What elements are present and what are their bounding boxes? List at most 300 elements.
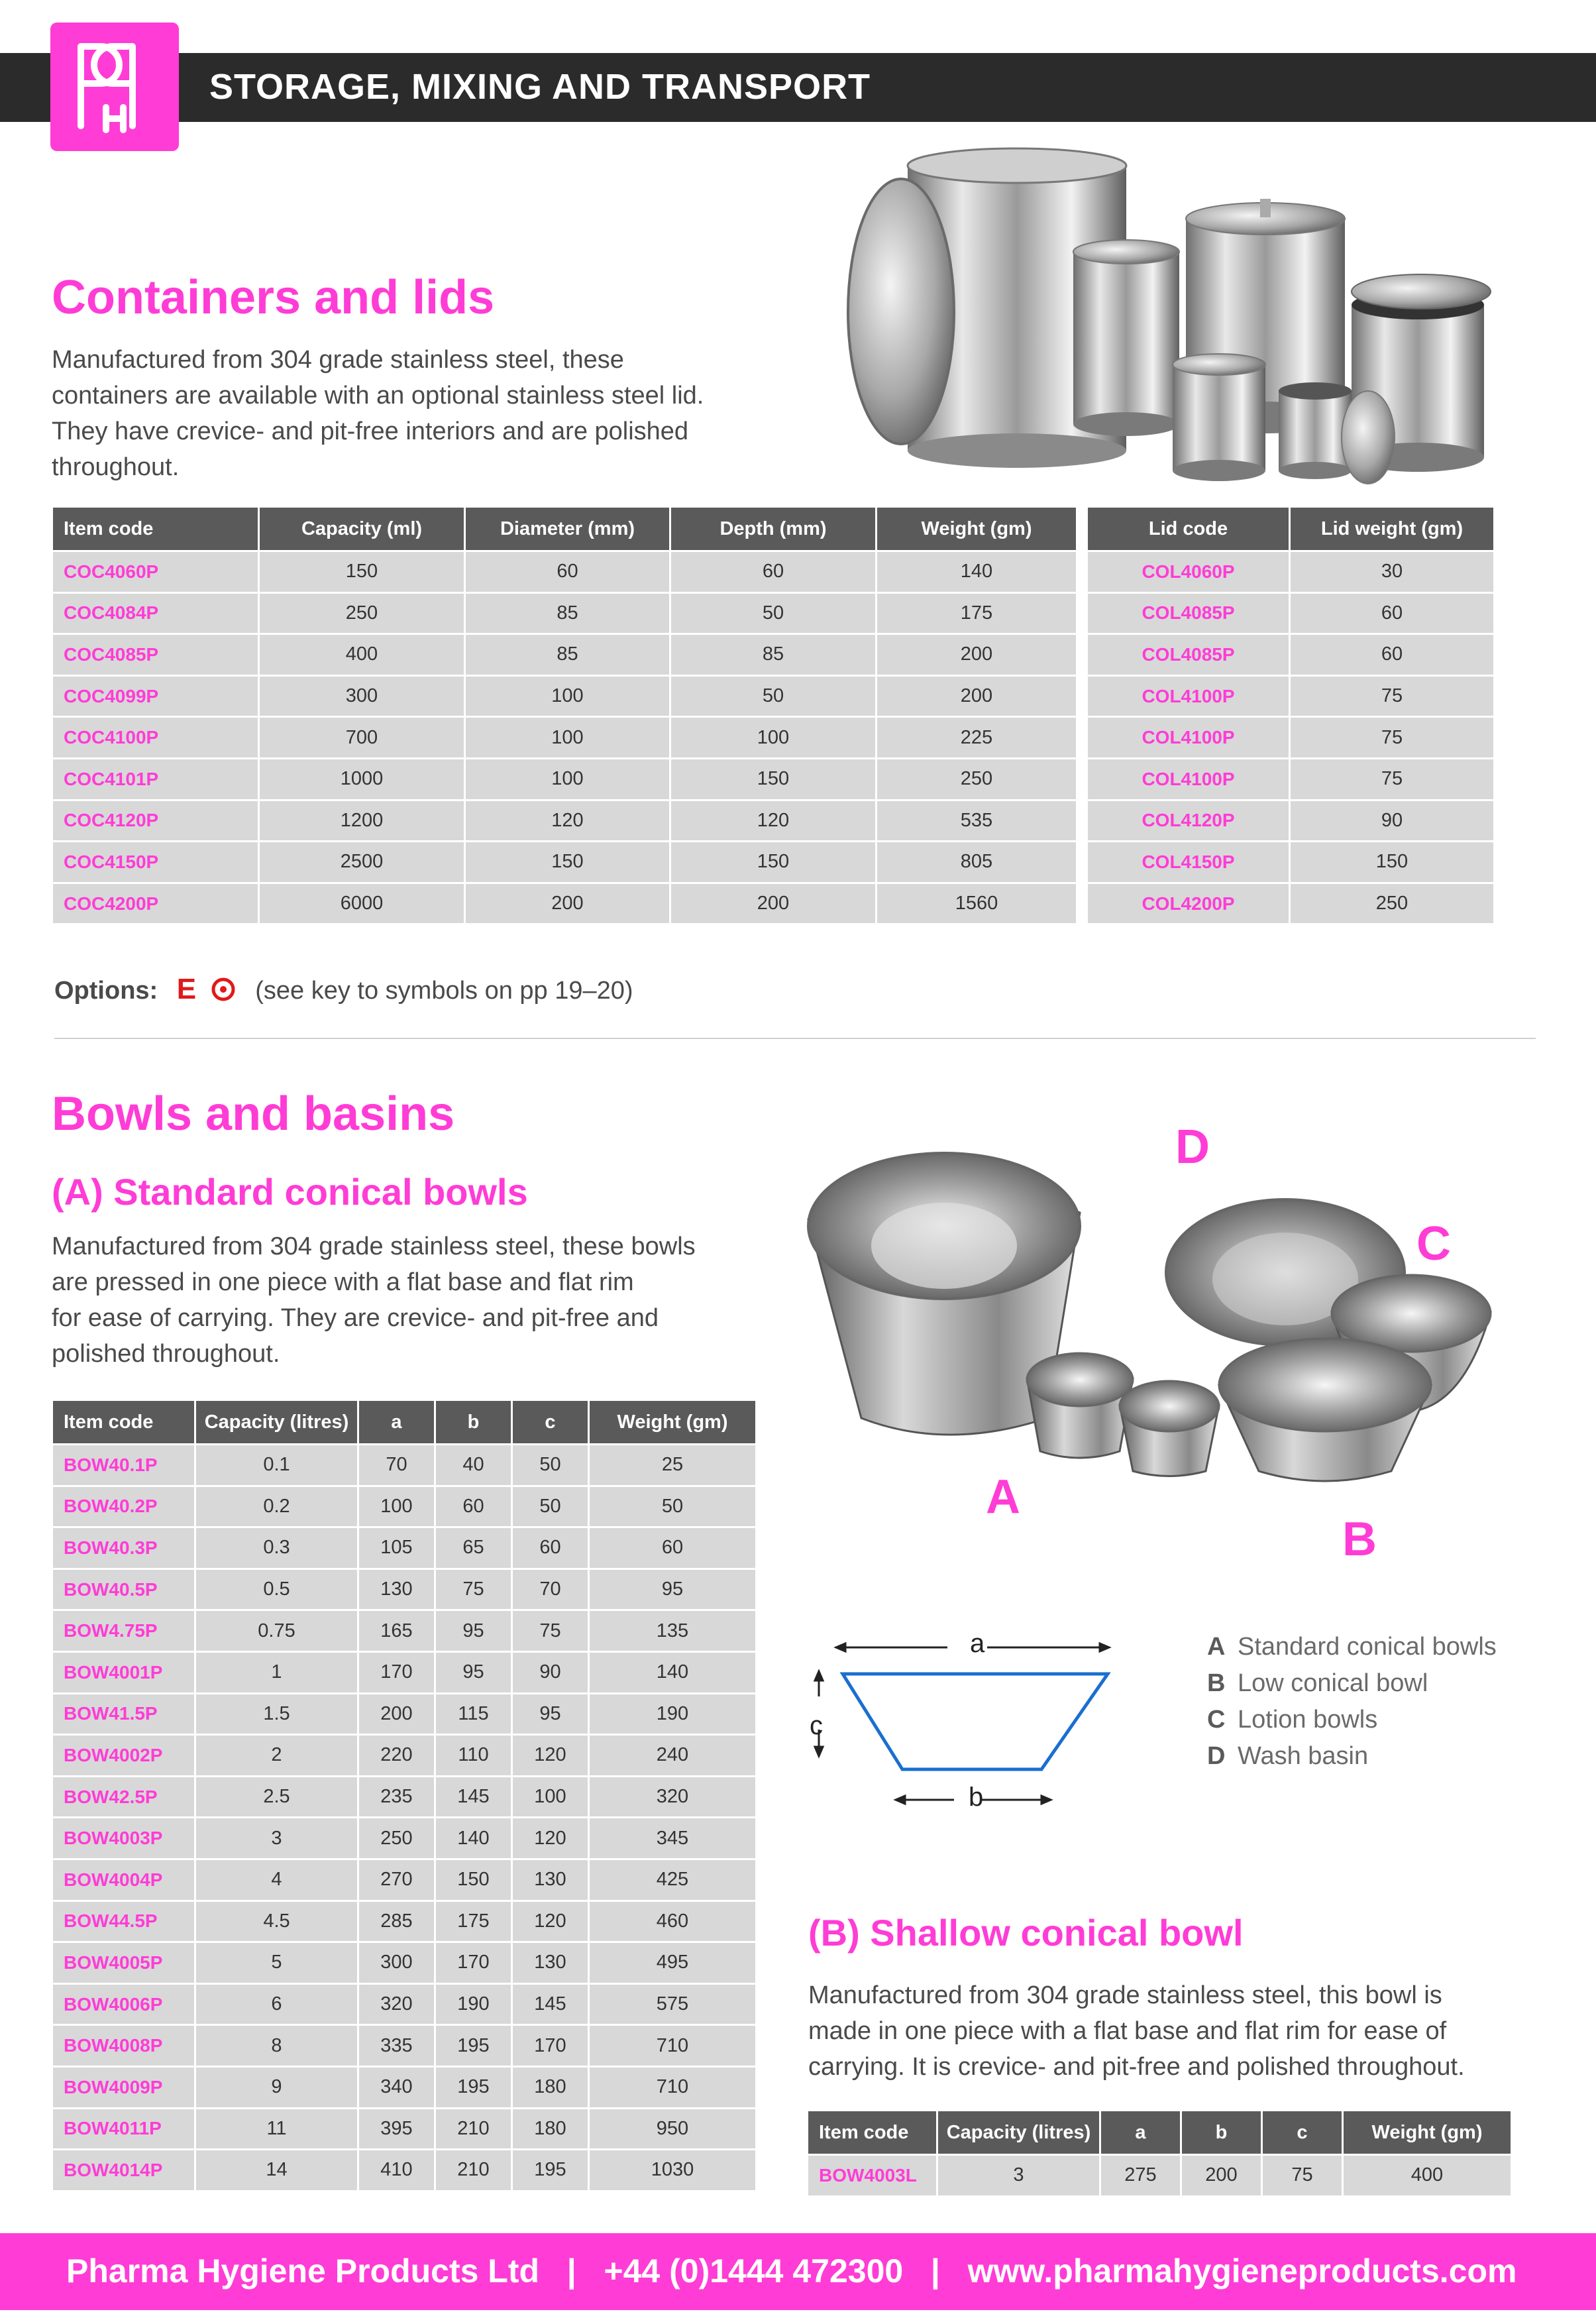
- table-cell: 120: [466, 799, 671, 841]
- containers-table: [53, 508, 1076, 923]
- table-cell: 85: [671, 633, 877, 675]
- table-cell: 700: [260, 716, 466, 757]
- table-cell: 150: [436, 1858, 513, 1900]
- page-title: STORAGE, MIXING AND TRANSPORT: [209, 67, 871, 107]
- logo-mark-icon: [50, 23, 179, 151]
- table-cell: 175: [877, 592, 1076, 634]
- column-header: Lid code: [1088, 508, 1291, 550]
- table-cell: 250: [1291, 882, 1493, 924]
- table-cell: 150: [671, 757, 877, 799]
- item-code-cell: BOW40.1P: [53, 1443, 196, 1485]
- column-header: b: [1182, 2111, 1263, 2154]
- table-cell: 75: [513, 1609, 590, 1651]
- table-cell: 100: [671, 716, 877, 757]
- table-row: [1088, 799, 1493, 841]
- paragraph-line: for ease of carrying. They are crevice- and pit-free and: [52, 1304, 659, 1332]
- table-cell: 50: [513, 1443, 590, 1485]
- shallow-bowl-table: [808, 2111, 1511, 2195]
- table-cell: 100: [466, 716, 671, 757]
- table-cell: 950: [590, 2107, 755, 2149]
- table-cell: 710: [590, 2024, 755, 2066]
- item-code-cell: BOW41.5P: [53, 1692, 196, 1734]
- table-cell: 60: [590, 1526, 755, 1568]
- table-cell: 14: [196, 2148, 359, 2190]
- table-row: [53, 1692, 755, 1734]
- item-code-cell: COL4100P: [1088, 757, 1291, 799]
- item-code-cell: BOW4014P: [53, 2148, 196, 2190]
- paragraph-line: made in one piece with a flat base and flat rim for ease of: [808, 2017, 1447, 2045]
- table-row: [808, 2154, 1511, 2195]
- table-cell: 180: [513, 2066, 590, 2107]
- lids-table-body: [1088, 550, 1493, 923]
- table-cell: 60: [513, 1526, 590, 1568]
- table-cell: 50: [671, 675, 877, 716]
- option-target-icon: [210, 976, 237, 1003]
- footer-separator: |: [566, 2252, 576, 2290]
- item-code-cell: COL4120P: [1088, 799, 1291, 841]
- table-cell: 300: [260, 675, 466, 716]
- table-cell: 70: [513, 1568, 590, 1610]
- column-header: a: [359, 1401, 436, 1443]
- table-cell: 1: [196, 1651, 359, 1692]
- item-code-cell: COC4060P: [53, 550, 260, 592]
- item-code-cell: BOW40.5P: [53, 1568, 196, 1610]
- item-code-cell: BOW4.75P: [53, 1609, 196, 1651]
- item-code-cell: COL4100P: [1088, 675, 1291, 716]
- table-header-row: [53, 508, 1076, 550]
- options-label: Options:: [54, 977, 158, 1005]
- shallow-bowl-table-body: [808, 2154, 1511, 2195]
- table-cell: 75: [1291, 716, 1493, 757]
- table-cell: 335: [359, 2024, 436, 2066]
- table-cell: 225: [877, 716, 1076, 757]
- table-cell: 6: [196, 1983, 359, 2024]
- table-row: [1088, 592, 1493, 634]
- table-cell: 90: [1291, 799, 1493, 841]
- table-cell: 30: [1291, 550, 1493, 592]
- table-cell: 60: [671, 550, 877, 592]
- legend-text: Standard conical bowls: [1238, 1633, 1497, 1661]
- legend-key: D: [1207, 1742, 1226, 1770]
- column-header: Weight (gm): [877, 508, 1076, 550]
- table-cell: 400: [260, 633, 466, 675]
- legend-item: [1207, 1665, 1497, 1702]
- table-cell: 5: [196, 1941, 359, 1983]
- table-cell: 120: [671, 799, 877, 841]
- table-cell: 150: [671, 840, 877, 882]
- footer-separator: |: [930, 2252, 940, 2290]
- legend-text: Wash basin: [1238, 1742, 1369, 1770]
- table-row: [53, 550, 1076, 592]
- table-cell: 3: [196, 1816, 359, 1858]
- column-header: a: [1101, 2111, 1182, 2154]
- table-cell: 95: [436, 1609, 513, 1651]
- table-row: [1088, 716, 1493, 757]
- table-row: [53, 840, 1076, 882]
- table-cell: 0.3: [196, 1526, 359, 1568]
- table-cell: 165: [359, 1609, 436, 1651]
- paragraph-line: Manufactured from 304 grade stainless steel, these bowls: [52, 1233, 696, 1260]
- table-row: [1088, 757, 1493, 799]
- table-cell: 90: [513, 1651, 590, 1692]
- options-note: (see key to symbols on pp 19–20): [255, 977, 633, 1005]
- column-header: Diameter (mm): [466, 508, 671, 550]
- table-cell: 150: [260, 550, 466, 592]
- item-code-cell: BOW4003L: [808, 2154, 938, 2195]
- legend-text: Lotion bowls: [1238, 1706, 1378, 1734]
- legend-item: [1207, 1702, 1497, 1738]
- table-cell: 115: [436, 1692, 513, 1734]
- table-cell: 1560: [877, 882, 1076, 924]
- column-header: Depth (mm): [671, 508, 877, 550]
- photo-label-b: B: [1342, 1513, 1377, 1566]
- footer-website-link[interactable]: www.pharmahygieneproducts.com: [967, 2252, 1517, 2290]
- paragraph-line: Manufactured from 304 grade stainless steel, these: [52, 346, 624, 374]
- column-header: Item code: [53, 1401, 196, 1443]
- table-row: [53, 1816, 755, 1858]
- table-cell: 200: [466, 882, 671, 924]
- item-code-cell: COC4100P: [53, 716, 260, 757]
- table-cell: 75: [1291, 675, 1493, 716]
- table-row: [53, 716, 1076, 757]
- item-code-cell: BOW4009P: [53, 2066, 196, 2107]
- table-row: [53, 1983, 755, 2024]
- table-cell: 140: [877, 550, 1076, 592]
- table-cell: 145: [513, 1983, 590, 2024]
- photo-label-d: D: [1175, 1121, 1210, 1174]
- column-header: Weight (gm): [1344, 2111, 1511, 2154]
- table-cell: 410: [359, 2148, 436, 2190]
- table-row: [53, 882, 1076, 924]
- table-row: [53, 1609, 755, 1651]
- item-code-cell: BOW40.2P: [53, 1485, 196, 1527]
- table-cell: 110: [436, 1734, 513, 1775]
- column-header: Item code: [53, 508, 260, 550]
- item-code-cell: COL4060P: [1088, 550, 1291, 592]
- table-cell: 195: [513, 2148, 590, 2190]
- item-code-cell: COL4150P: [1088, 840, 1291, 882]
- standard-bowls-heading: (A) Standard conical bowls: [52, 1171, 528, 1213]
- paragraph-line: are pressed in one piece with a flat base and flat rim: [52, 1268, 634, 1296]
- table-cell: 1.5: [196, 1692, 359, 1734]
- table-cell: 130: [513, 1941, 590, 1983]
- table-cell: 75: [1291, 757, 1493, 799]
- table-cell: 25: [590, 1443, 755, 1485]
- table-row: [53, 1900, 755, 1942]
- table-row: [53, 1568, 755, 1610]
- table-row: [1088, 840, 1493, 882]
- table-cell: 100: [466, 757, 671, 799]
- table-cell: 100: [359, 1485, 436, 1527]
- table-cell: 320: [359, 1983, 436, 2024]
- table-cell: 60: [1291, 633, 1493, 675]
- bowl-dimension-diagram: [795, 1622, 1126, 1814]
- header-bar: [0, 53, 1596, 122]
- legend-item: [1207, 1629, 1497, 1665]
- table-cell: 1030: [590, 2148, 755, 2190]
- table-cell: 170: [436, 1941, 513, 1983]
- table-cell: 0.2: [196, 1485, 359, 1527]
- table-cell: 200: [671, 882, 877, 924]
- item-code-cell: BOW4002P: [53, 1734, 196, 1775]
- item-code-cell: BOW40.3P: [53, 1526, 196, 1568]
- table-row: [53, 1775, 755, 1817]
- table-cell: 4: [196, 1858, 359, 1900]
- table-header-row: [808, 2111, 1511, 2154]
- table-cell: 130: [359, 1568, 436, 1610]
- table-cell: 2500: [260, 840, 466, 882]
- item-code-cell: BOW4003P: [53, 1816, 196, 1858]
- column-header: Weight (gm): [590, 1401, 755, 1443]
- table-cell: 95: [590, 1568, 755, 1610]
- table-cell: 710: [590, 2066, 755, 2107]
- item-code-cell: COL4085P: [1088, 592, 1291, 634]
- table-cell: 95: [436, 1651, 513, 1692]
- table-cell: 340: [359, 2066, 436, 2107]
- item-code-cell: COL4100P: [1088, 716, 1291, 757]
- table-row: [53, 1485, 755, 1527]
- table-row: [53, 1651, 755, 1692]
- table-cell: 120: [513, 1900, 590, 1942]
- column-header: Capacity (litres): [938, 2111, 1101, 2154]
- containers-heading: Containers and lids: [52, 271, 495, 324]
- table-cell: 300: [359, 1941, 436, 1983]
- lids-table: [1088, 508, 1493, 923]
- table-cell: 50: [590, 1485, 755, 1527]
- item-code-cell: BOW4001P: [53, 1651, 196, 1692]
- table-cell: 0.5: [196, 1568, 359, 1610]
- table-row: [53, 1443, 755, 1485]
- item-code-cell: BOW4004P: [53, 1858, 196, 1900]
- shallow-bowl-heading: (B) Shallow conical bowl: [808, 1912, 1244, 1954]
- item-code-cell: BOW4011P: [53, 2107, 196, 2149]
- table-row: [53, 633, 1076, 675]
- table-cell: 250: [877, 757, 1076, 799]
- column-header: c: [1263, 2111, 1344, 2154]
- photo-label-a: A: [986, 1470, 1020, 1523]
- table-cell: 9: [196, 2066, 359, 2107]
- table-row: [53, 2066, 755, 2107]
- table-row: [53, 1526, 755, 1568]
- table-row: [1088, 550, 1493, 592]
- table-cell: 150: [1291, 840, 1493, 882]
- table-cell: 2.5: [196, 1775, 359, 1817]
- bowls-description: [52, 1229, 696, 1372]
- paragraph-line: containers are available with an optional stainless steel lid.: [52, 382, 704, 410]
- photo-label-c: C: [1416, 1217, 1451, 1270]
- item-code-cell: COL4200P: [1088, 882, 1291, 924]
- table-row: [53, 2024, 755, 2066]
- legend-item: [1207, 1738, 1497, 1775]
- table-cell: 145: [436, 1775, 513, 1817]
- table-cell: 120: [513, 1816, 590, 1858]
- table-cell: 140: [590, 1651, 755, 1692]
- table-cell: 240: [590, 1734, 755, 1775]
- table-cell: 425: [590, 1858, 755, 1900]
- footer-text: [66, 2252, 1516, 2290]
- table-cell: 50: [671, 592, 877, 634]
- table-row: [53, 1941, 755, 1983]
- table-cell: 200: [877, 675, 1076, 716]
- diagram-label-a: a: [970, 1629, 985, 1658]
- paragraph-line: They have crevice- and pit-free interiors and are polished: [52, 417, 689, 445]
- column-header: c: [513, 1401, 590, 1443]
- table-cell: 495: [590, 1941, 755, 1983]
- item-code-cell: COC4101P: [53, 757, 260, 799]
- table-cell: 60: [1291, 592, 1493, 634]
- table-cell: 130: [513, 1858, 590, 1900]
- table-cell: 8: [196, 2024, 359, 2066]
- table-cell: 575: [590, 1983, 755, 2024]
- table-cell: 85: [466, 633, 671, 675]
- table-cell: 140: [436, 1816, 513, 1858]
- item-code-cell: COC4120P: [53, 799, 260, 841]
- table-header-row: [1088, 508, 1493, 550]
- table-cell: 3: [938, 2154, 1101, 2195]
- item-code-cell: COL4085P: [1088, 633, 1291, 675]
- table-cell: 320: [590, 1775, 755, 1817]
- table-cell: 190: [590, 1692, 755, 1734]
- column-header: Capacity (litres): [196, 1401, 359, 1443]
- table-cell: 0.1: [196, 1443, 359, 1485]
- table-cell: 2: [196, 1734, 359, 1775]
- table-cell: 120: [513, 1734, 590, 1775]
- table-cell: 270: [359, 1858, 436, 1900]
- footer-phone[interactable]: +44 (0)1444 472300: [604, 2252, 904, 2290]
- table-cell: 200: [877, 633, 1076, 675]
- section-divider: [54, 1038, 1536, 1039]
- table-cell: 60: [436, 1485, 513, 1527]
- footer-company: Pharma Hygiene Products Ltd: [66, 2252, 540, 2290]
- item-code-cell: BOW4006P: [53, 1983, 196, 2024]
- table-cell: 345: [590, 1816, 755, 1858]
- column-header: Capacity (ml): [260, 508, 466, 550]
- item-code-cell: BOW42.5P: [53, 1775, 196, 1817]
- table-row: [1088, 882, 1493, 924]
- table-cell: 60: [466, 550, 671, 592]
- option-e-icon: E: [176, 973, 197, 1005]
- table-row: [53, 2107, 755, 2149]
- bowls-photo: [802, 1140, 1530, 1537]
- table-cell: 220: [359, 1734, 436, 1775]
- standard-bowls-table: [53, 1401, 755, 2190]
- table-cell: 250: [260, 592, 466, 634]
- table-cell: 75: [1263, 2154, 1344, 2195]
- table-row: [1088, 633, 1493, 675]
- table-cell: 0.75: [196, 1609, 359, 1651]
- column-header: b: [436, 1401, 513, 1443]
- bowls-heading: Bowls and basins: [52, 1087, 455, 1140]
- table-cell: 4.5: [196, 1900, 359, 1942]
- containers-table-body: [53, 550, 1076, 923]
- table-cell: 200: [1182, 2154, 1263, 2195]
- table-cell: 395: [359, 2107, 436, 2149]
- company-logo[interactable]: [50, 23, 179, 151]
- table-row: [53, 592, 1076, 634]
- table-cell: 11: [196, 2107, 359, 2149]
- paragraph-line: carrying. It is crevice- and pit-free and polished throughout.: [808, 2053, 1465, 2081]
- table-cell: 6000: [260, 882, 466, 924]
- table-cell: 85: [466, 592, 671, 634]
- table-cell: 180: [513, 2107, 590, 2149]
- footer-bar: [0, 2233, 1596, 2310]
- item-code-cell: COC4084P: [53, 592, 260, 634]
- table-cell: 1000: [260, 757, 466, 799]
- table-cell: 210: [436, 2148, 513, 2190]
- table-cell: 100: [466, 675, 671, 716]
- table-cell: 50: [513, 1485, 590, 1527]
- paragraph-line: throughout.: [52, 453, 180, 481]
- bowl-legend: [1207, 1629, 1497, 1775]
- item-code-cell: COC4200P: [53, 882, 260, 924]
- table-cell: 70: [359, 1443, 436, 1485]
- legend-key: C: [1207, 1706, 1226, 1734]
- table-cell: 400: [1344, 2154, 1511, 2195]
- table-row: [1088, 675, 1493, 716]
- table-cell: 170: [513, 2024, 590, 2066]
- item-code-cell: BOW44.5P: [53, 1900, 196, 1942]
- item-code-cell: BOW4005P: [53, 1941, 196, 1983]
- column-header: Item code: [808, 2111, 938, 2154]
- legend-key: B: [1207, 1669, 1226, 1697]
- table-cell: 40: [436, 1443, 513, 1485]
- table-cell: 150: [466, 840, 671, 882]
- table-row: [53, 757, 1076, 799]
- table-cell: 75: [436, 1568, 513, 1610]
- item-code-cell: COC4150P: [53, 840, 260, 882]
- standard-bowls-table-body: [53, 1443, 755, 2190]
- table-cell: 200: [359, 1692, 436, 1734]
- legend-key: A: [1207, 1633, 1226, 1661]
- table-cell: 210: [436, 2107, 513, 2149]
- diagram-label-c: c: [810, 1711, 823, 1740]
- table-cell: 195: [436, 2024, 513, 2066]
- legend-text: Low conical bowl: [1238, 1669, 1428, 1697]
- table-cell: 95: [513, 1692, 590, 1734]
- table-cell: 275: [1101, 2154, 1182, 2195]
- table-cell: 195: [436, 2066, 513, 2107]
- item-code-cell: COC4085P: [53, 633, 260, 675]
- table-cell: 190: [436, 1983, 513, 2024]
- table-cell: 235: [359, 1775, 436, 1817]
- column-header: Lid weight (gm): [1291, 508, 1493, 550]
- table-cell: 805: [877, 840, 1076, 882]
- diagram-label-b: b: [969, 1783, 984, 1812]
- options-line: [54, 973, 633, 1006]
- containers-description: [52, 342, 704, 485]
- table-cell: 285: [359, 1900, 436, 1942]
- containers-photo: [815, 146, 1517, 490]
- item-code-cell: COC4099P: [53, 675, 260, 716]
- table-row: [53, 2148, 755, 2190]
- table-cell: 105: [359, 1526, 436, 1568]
- table-header-row: [53, 1401, 755, 1443]
- paragraph-line: polished throughout.: [52, 1340, 280, 1368]
- table-cell: 65: [436, 1526, 513, 1568]
- table-row: [53, 1734, 755, 1775]
- table-cell: 170: [359, 1651, 436, 1692]
- table-cell: 100: [513, 1775, 590, 1817]
- table-cell: 250: [359, 1816, 436, 1858]
- shallow-bowl-description: [808, 1977, 1465, 2085]
- table-cell: 535: [877, 799, 1076, 841]
- table-row: [53, 675, 1076, 716]
- table-cell: 1200: [260, 799, 466, 841]
- table-cell: 175: [436, 1900, 513, 1942]
- table-cell: 135: [590, 1609, 755, 1651]
- table-cell: 460: [590, 1900, 755, 1942]
- paragraph-line: Manufactured from 304 grade stainless steel, this bowl is: [808, 1981, 1442, 2009]
